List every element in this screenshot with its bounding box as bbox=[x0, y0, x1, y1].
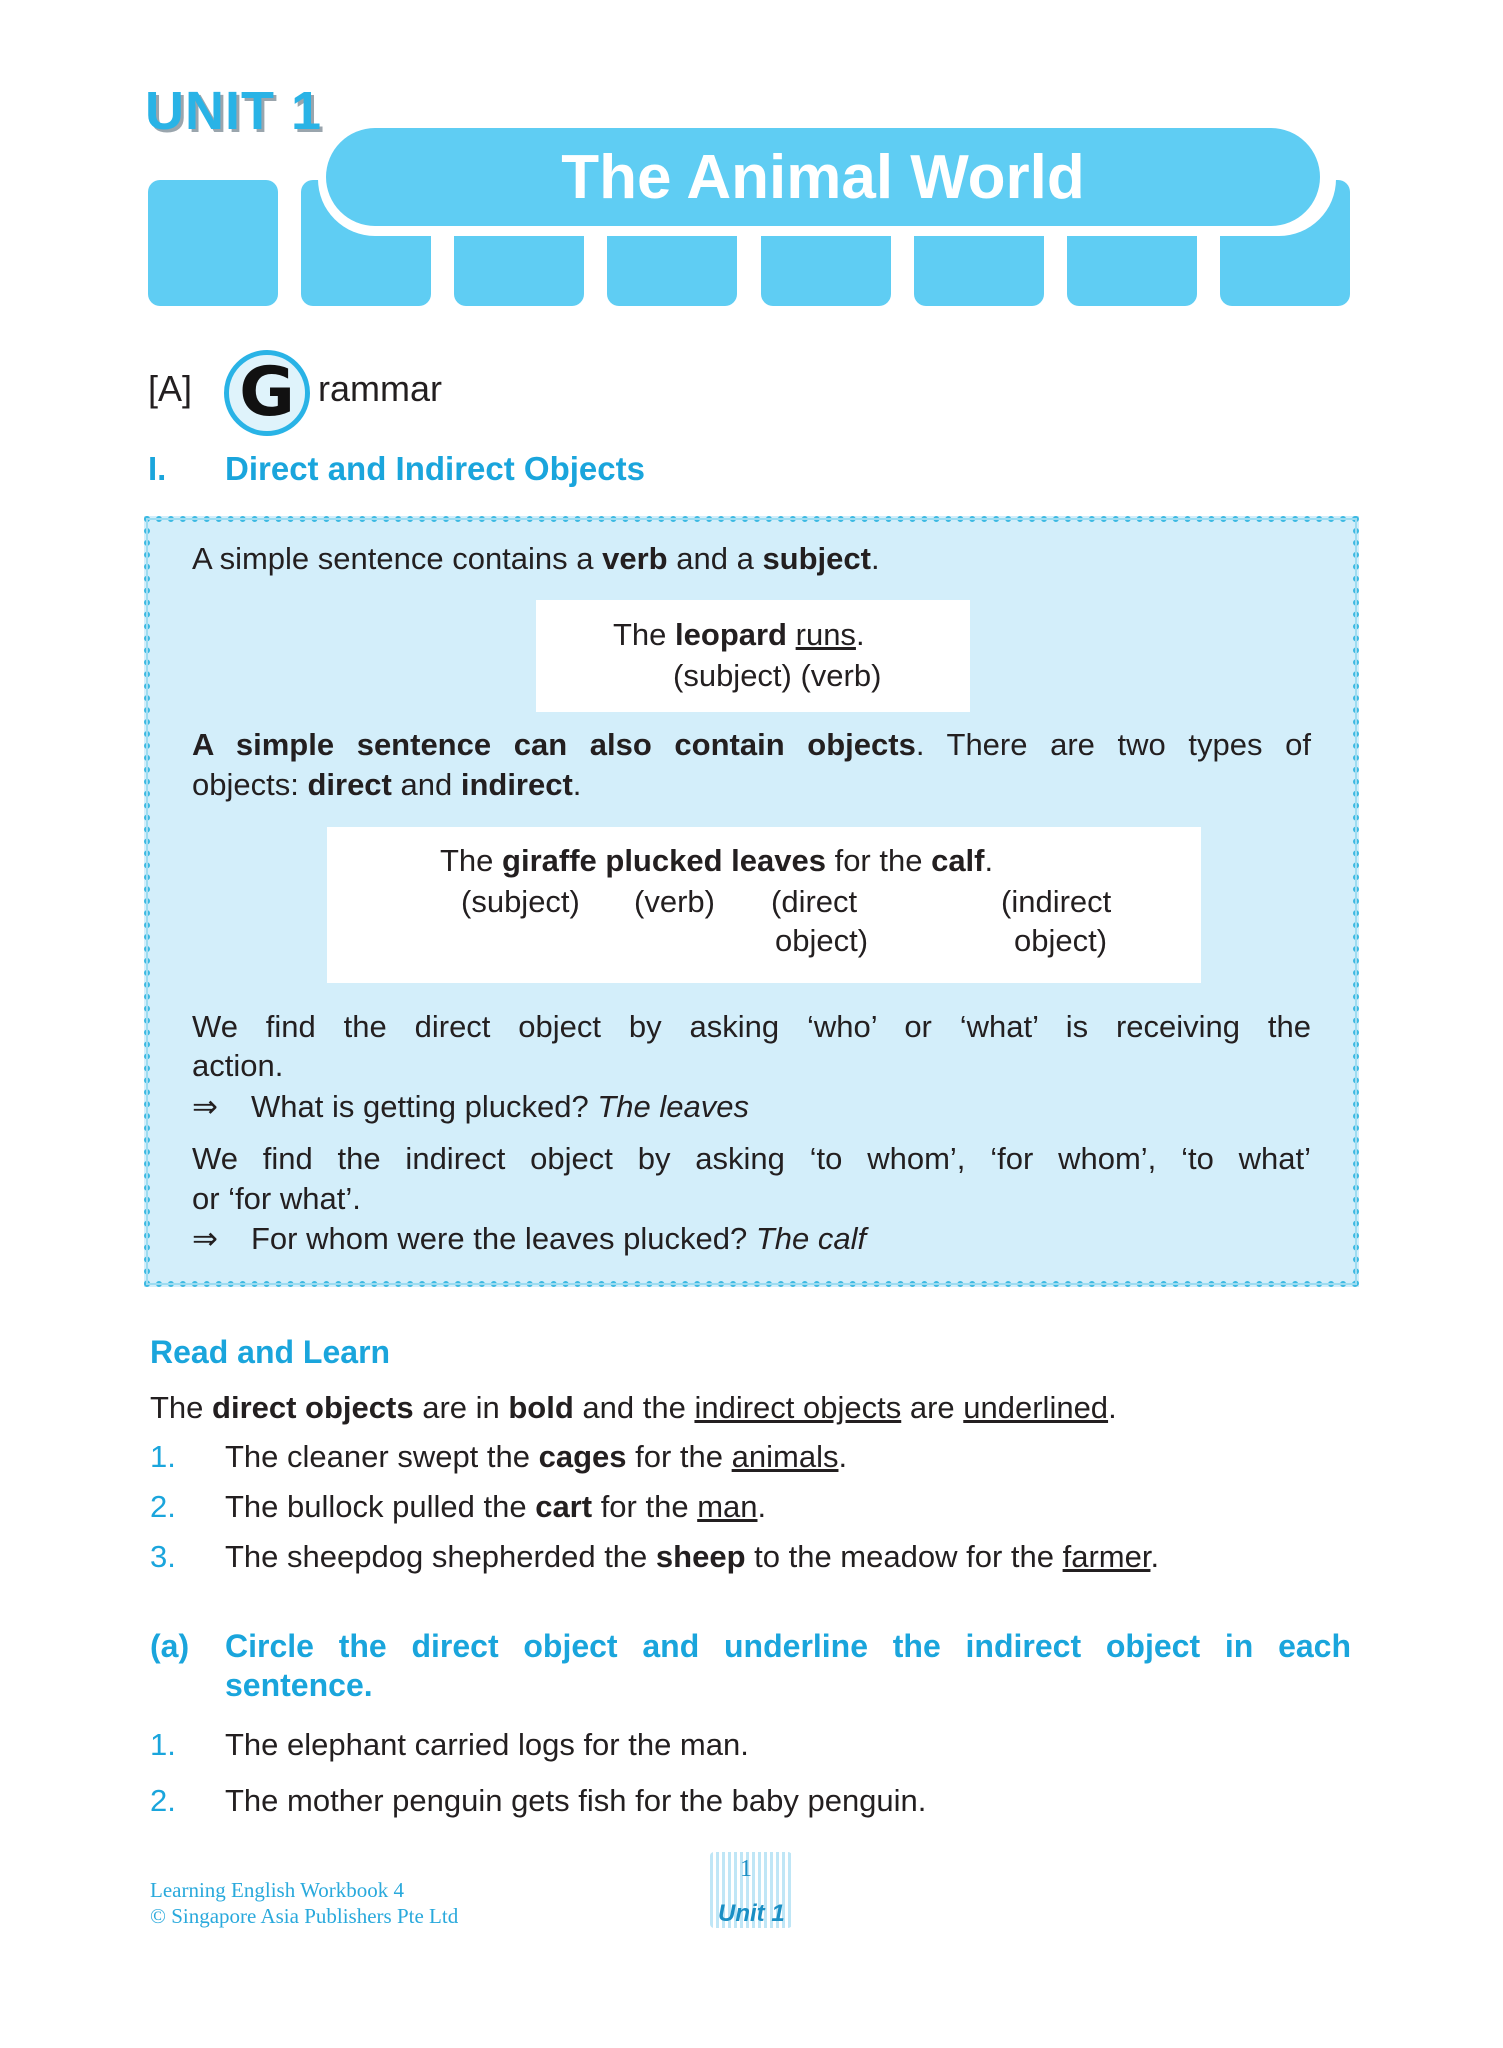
label-indirect-2: object) bbox=[1014, 923, 1108, 958]
footer-copyright: © Singapore Asia Publishers Pte Ltd bbox=[150, 1904, 459, 1928]
label-direct: (direct bbox=[771, 884, 858, 919]
example-1-labels: (subject) (verb) bbox=[673, 658, 882, 693]
box-line-3b: action. bbox=[192, 1048, 284, 1083]
box-line-4a: We find the indirect object by asking ‘to whom’, ‘for whom’, ‘to what’ bbox=[192, 1141, 1311, 1176]
arrow-icon: ⇒ bbox=[192, 1221, 218, 1256]
question-1: What is getting plucked? The leaves bbox=[251, 1089, 749, 1124]
exercise-instruction-2: sentence. bbox=[225, 1667, 373, 1703]
title-banner bbox=[318, 122, 1336, 236]
footer-book: Learning English Workbook 4 bbox=[150, 1878, 404, 1902]
page-number: 1 bbox=[740, 1856, 752, 1882]
box-line-2b: objects: direct and indirect. bbox=[192, 767, 582, 802]
subsection-number: I. bbox=[148, 450, 167, 487]
label-verb: (verb) bbox=[634, 884, 715, 919]
read-learn-heading: Read and Learn bbox=[150, 1334, 391, 1370]
label-subject: (subject) bbox=[461, 884, 580, 919]
unit-label: UNIT 1 bbox=[145, 81, 323, 141]
exercise-instruction: Circle the direct object and underline the indirect object in each bbox=[225, 1628, 1351, 1664]
exercise-label: (a) bbox=[150, 1628, 190, 1664]
section-label: [A] bbox=[148, 368, 193, 409]
tab-block bbox=[148, 180, 278, 306]
box-line-1: A simple sentence contains a verb and a subject. bbox=[192, 541, 880, 576]
question-2: For whom were the leaves plucked? The calf bbox=[251, 1221, 867, 1256]
example-1-sentence: The leopard runs. bbox=[613, 617, 865, 652]
footer-unit: Unit 1 bbox=[718, 1900, 785, 1927]
page-title: The Animal World bbox=[561, 142, 1085, 212]
section-title: rammar bbox=[318, 368, 442, 409]
label-direct-2: object) bbox=[775, 923, 869, 958]
box-line-4b: or ‘for what’. bbox=[192, 1181, 361, 1216]
grammar-g-icon: G bbox=[224, 350, 310, 436]
read-learn-intro: The direct objects are in bold and the indirect objects are underlined. bbox=[150, 1390, 1117, 1425]
subsection-title: Direct and Indirect Objects bbox=[225, 450, 645, 487]
arrow-icon: ⇒ bbox=[192, 1089, 218, 1124]
box-line-2a: A simple sentence can also contain objects. There are two types of bbox=[192, 727, 1311, 762]
example-2-sentence: The giraffe plucked leaves for the calf. bbox=[440, 843, 994, 878]
label-indirect: (indirect bbox=[1001, 884, 1112, 919]
box-line-3a: We find the direct object by asking ‘who’ or ‘what’ is receiving the bbox=[192, 1009, 1311, 1044]
